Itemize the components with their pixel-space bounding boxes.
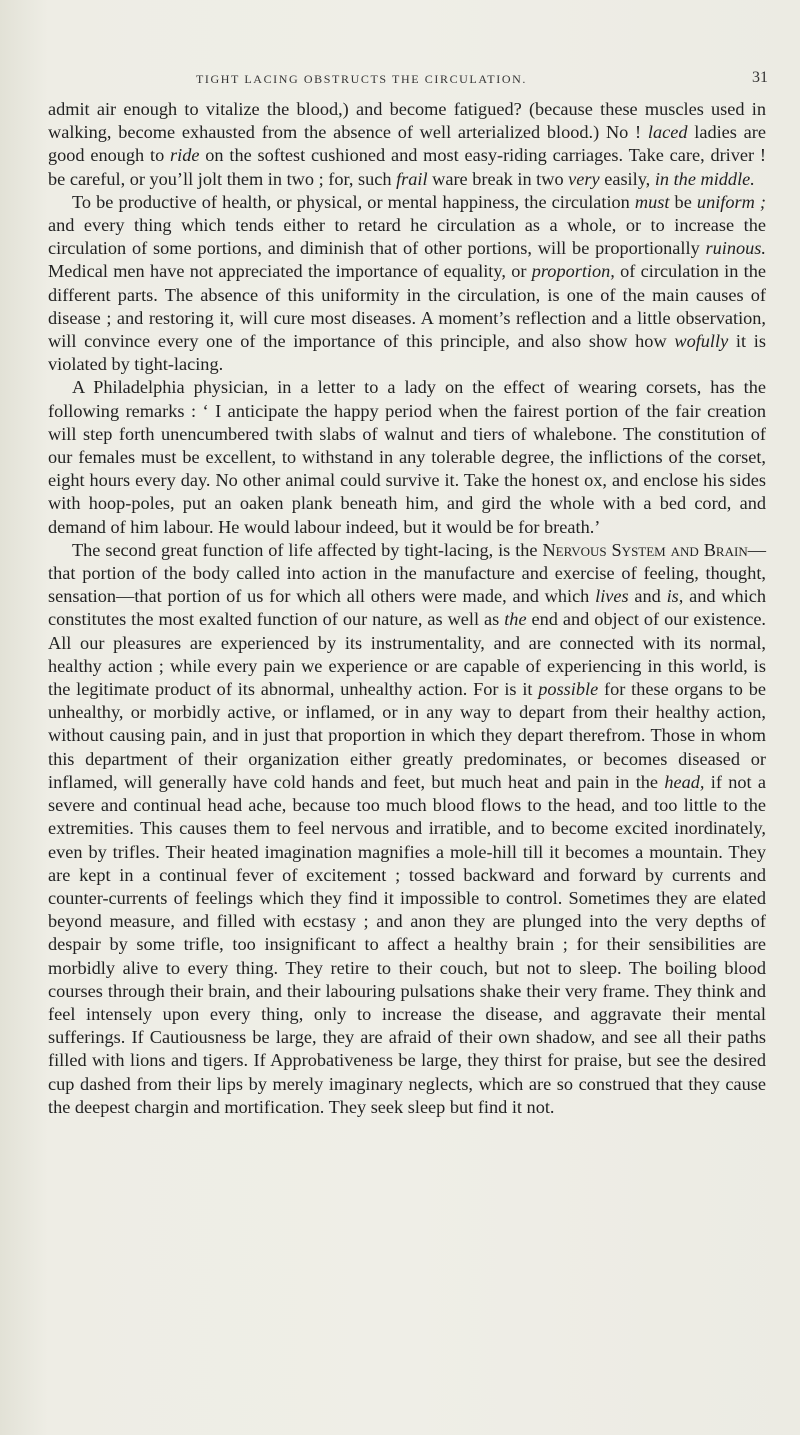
text-run: on the softest cushioned and most easy-riding carriages. Take care, driver ! be careful, or you’ll jolt them in two ; for, such bbox=[48, 145, 766, 189]
text-run: for these organs to be unhealthy, or morbidly active, or inflamed, or in any way to depart from their healthy action, without causing pain, and in just that proportion in which they depart therefrom. Those in whom this department of their organization either greatly predominates, or becomes diseased or inflamed, will generally have cold hands and feet, but much heat and pain in the bbox=[48, 679, 766, 792]
italic-text: proportion, bbox=[531, 261, 615, 282]
text-run: and bbox=[628, 586, 667, 607]
text-run: Medical men have not appreciated the importance of equality, or bbox=[48, 261, 532, 282]
paragraph bbox=[48, 191, 766, 377]
italic-text: wofully bbox=[674, 331, 729, 352]
body-text bbox=[48, 98, 766, 1119]
page-number: 31 bbox=[752, 69, 768, 86]
italic-text: ruinous. bbox=[705, 238, 766, 259]
page-header bbox=[0, 69, 800, 94]
text-run: and every thing which tends either to retard he circulation as a whole, or to increase the circulation of some portions, and diminish that of other portions, will be proportionally bbox=[48, 215, 766, 259]
italic-text: the bbox=[504, 609, 527, 630]
paragraph bbox=[48, 376, 766, 538]
italic-text: laced bbox=[647, 122, 688, 143]
text-run: ladies are good enough to bbox=[48, 122, 766, 166]
text-run: ware break in two bbox=[427, 168, 569, 189]
text-run: easily, bbox=[599, 168, 655, 189]
text-run: end and object of our existence. All our pleasures are experienced by its instrumentality, and are connected with its normal, healthy action ; while every pain we experience or are capable of experiencing in this world, is the legitimate product of its abnormal, unhealthy action. For is it bbox=[48, 609, 767, 700]
text-run: of circulation in the different parts. The absence of this uniformity in the circulation, is one of the main causes of disease ; and restoring it, will cure most diseases. A moment’s reflection and a little observation, will convince every one of the importance of this principle, and also show how bbox=[48, 261, 766, 352]
text-run: if not a severe and continual head ache, because too much blood flows to the head, and too little to the extremities. This causes them to feel nervous and irratible, and to become excited inordinately, even by trifles. Their heated imagination magnifies a mole-hill till it becomes a mountain. They are kept in a continual fever of excitement ; tossed backward and forward by currents and counter-currents of feelings which they find it impossible to control. Sometimes they are elated beyond measure, and filled with ecstasy ; and anon they are plunged into the very depths of despair by some trifle, too insignificant to affect a healthy brain ; for their sensibilities are morbidly alive to every thing. They retire to their couch, but not to sleep. The boiling blood courses through their brain, and their labouring pulsations shake their very frame. They think and feel intensely upon every thing, only to increase the disease, and aggravate their mental sufferings. If Cautiousness be large, they are afraid of their own shadow, and see all their paths filled with lions and tigers. If Approbativeness be large, they thirst for praise, but see the desired cup dashed from their lips by merely imaginary neglects, which are so construed that they cause the deepest chargin and mortification. They seek sleep but find it not. bbox=[48, 771, 766, 1117]
italic-text: very bbox=[568, 168, 600, 189]
running-title: TIGHT LACING OBSTRUCTS THE CIRCULATION. bbox=[196, 72, 527, 86]
italic-text: ride bbox=[170, 145, 200, 166]
small-caps-text: Nervous System and Brain bbox=[542, 539, 748, 560]
text-run: admit air enough to vitalize the blood,) and become fatigued? (because these muscles used in walking, become exhausted from the absence of well arterialized blood.) No ! bbox=[48, 99, 766, 143]
italic-text: possible bbox=[538, 679, 599, 700]
italic-text: must bbox=[634, 191, 670, 212]
italic-text: frail bbox=[396, 168, 428, 189]
text-run: —that portion of the body called into action in the manufacture and exercise of feeling, thought, sensation—that portion of us for which all others were made, and which bbox=[48, 539, 766, 607]
text-run: A Philadelphia physician, in a letter to a lady on the effect of wearing corsets, has the following remarks : ‘ I anticipate the happy period when the fairest portion of the fair creation will step forth unencumbered twith slabs of walnut and tiers of whalebone. The constitution of our females must be excellent, to withstand in any tolerable degree, the inflictions of the corset, eight hours every day. No other animal could survive it. Take the honest ox, and enclose his sides with hoop-poles, put an oaken plank beneath him, and gird the whole with a bed cord, and demand of him labour. He would labour indeed, but it would be for breath.’ bbox=[48, 377, 766, 537]
text-run: be bbox=[669, 191, 697, 212]
italic-text: uniform ; bbox=[696, 191, 766, 212]
text-run: it is violated by tight-lacing. bbox=[48, 331, 766, 375]
paragraph bbox=[48, 98, 766, 191]
text-run: The second great function of life affected by tight-lacing, is the bbox=[72, 539, 543, 560]
paragraph bbox=[48, 539, 766, 1119]
text-run: To be productive of health, or physical, or mental happiness, the circulation bbox=[72, 191, 635, 212]
italic-text: in the middle. bbox=[654, 168, 755, 189]
text-run: and which constitutes the most exalted function of our nature, as well as bbox=[48, 586, 766, 630]
italic-text: is, bbox=[666, 586, 684, 607]
italic-text: head, bbox=[664, 771, 705, 792]
italic-text: lives bbox=[595, 586, 629, 607]
